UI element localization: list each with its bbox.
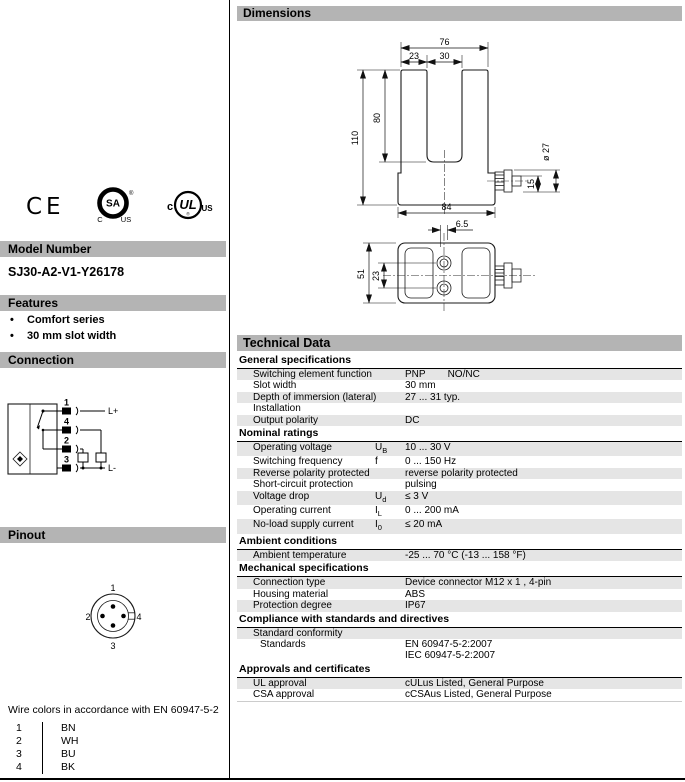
wire-pin-number: 2 (16, 735, 22, 747)
spec-label: Standard conformity (253, 627, 343, 639)
spec-row (237, 639, 682, 662)
ce-mark: CE (26, 194, 65, 220)
wire-colors-table (16, 722, 79, 774)
wire-color-row (16, 748, 79, 761)
spec-value (405, 639, 682, 662)
ul-us-label: US (201, 204, 213, 213)
dim-connector-diameter: ø 27 (541, 142, 551, 162)
spec-row (237, 380, 682, 391)
bullet-icon: • (10, 330, 14, 342)
spec-row (237, 689, 682, 700)
spec-symbol: $I_L$ (375, 505, 382, 519)
dim-connector-length: 15 (526, 178, 536, 190)
sensor-symbol (8, 404, 57, 474)
spec-value: -25 ... 70 °C (-13 ... 158 °F) (405, 549, 526, 561)
spec-row (237, 479, 682, 490)
spec-value: 10 ... 30 V (405, 442, 451, 454)
dim-overall-height: 110 (350, 130, 360, 146)
spec-label: Housing material (253, 588, 329, 600)
spec-row (237, 678, 682, 689)
model-number-header-label: Model Number (8, 242, 92, 256)
spec-value: 0 ... 200 mA (405, 505, 459, 517)
dim-arm-width: 23 (408, 51, 420, 61)
spec-value: ABS (405, 588, 426, 600)
dimensions-header-label: Dimensions (243, 6, 312, 20)
spec-group-header: Nominal ratings (237, 426, 682, 442)
dim-overall-width: 76 (439, 37, 450, 47)
wire-color-code: BK (42, 761, 75, 774)
wire-pin-number: 1 (16, 722, 22, 734)
spec-value: reverse polarity protected (405, 467, 518, 479)
spec-value: cULus Listed, General Purpose (405, 677, 544, 689)
spec-value: 30 mm (405, 380, 436, 392)
spec-value-line: EN 60947-5-2:2007 (405, 638, 493, 650)
bullet-icon: • (10, 314, 14, 326)
ul-label: UL (179, 197, 197, 212)
column-divider (229, 0, 230, 779)
pinout-pin-4-label: 4 (136, 612, 142, 622)
dim-side-height: 51 (356, 268, 366, 280)
spec-label: Switching element function (253, 369, 372, 380)
wire-color-row (16, 735, 79, 748)
terminal-4-number: 4 (63, 416, 70, 427)
spec-value: PNP NO/NC (405, 369, 480, 380)
spec-row (237, 468, 682, 479)
spec-row (237, 505, 682, 519)
spec-label: Protection degree (253, 600, 332, 612)
dimensions-drawing (237, 26, 682, 331)
spec-label: Ambient temperature (253, 549, 347, 561)
csa-us-label: US (120, 215, 132, 224)
wire-pin-number: 4 (16, 761, 22, 773)
pin-dot (100, 614, 105, 619)
model-number-value: SJ30-A2-V1-Y26178 (8, 265, 125, 279)
spec-value-line: IEC 60947-5-2:2007 (405, 650, 496, 662)
spec-value: cCSAus Listed, General Purpose (405, 689, 552, 701)
spec-row (237, 392, 682, 403)
supply-minus-label: L- (108, 463, 117, 473)
spec-value: ≤ 20 mA (405, 519, 443, 531)
csa-sa-label: SA (106, 198, 120, 210)
pinout-pin-3-label: 3 (110, 641, 116, 651)
spec-symbol: $U_d$ (375, 490, 387, 504)
certification-logos (16, 182, 228, 230)
spec-label: CSA approval (253, 689, 315, 701)
spec-row (237, 456, 682, 467)
feature-item-label: 30 mm slot width (27, 330, 117, 342)
right-column (237, 0, 682, 782)
spec-value: 27 ... 31 typ. (405, 391, 461, 403)
pinout-header (0, 527, 226, 543)
spec-row (237, 550, 682, 561)
spec-group-header: Ambient conditions (237, 534, 682, 550)
spec-label: UL approval (253, 677, 307, 689)
spec-label: Short-circuit protection (253, 479, 354, 491)
pinout-diagram (60, 575, 170, 660)
optic-diamond-core-icon (17, 456, 23, 462)
pinout-header-label: Pinout (8, 528, 46, 542)
pin-dot (111, 604, 116, 609)
features-header (0, 295, 226, 311)
terminal-4 (57, 417, 78, 435)
fork-body-outline (398, 70, 495, 205)
spec-row (237, 600, 682, 611)
terminal-3 (57, 455, 78, 473)
spec-row (237, 589, 682, 600)
technical-data-table (237, 353, 682, 702)
spec-label: Depth of immersion (lateral) (253, 391, 377, 403)
dim-hole-spacing: 23 (371, 270, 381, 282)
spec-label: Installation (253, 403, 301, 415)
dim-slot-depth: 80 (372, 112, 382, 124)
wire-color-code: BN (42, 722, 76, 735)
pin-dot (121, 614, 126, 619)
technical-data-header-label: Technical Data (243, 336, 331, 350)
feature-item (8, 312, 116, 328)
features-header-label: Features (8, 296, 59, 310)
dim-slot-width: 30 (439, 51, 450, 61)
spec-label: Voltage drop (253, 490, 310, 502)
spec-value: Device connector M12 x 1 , 4-pin (405, 577, 552, 589)
side-body-outline (398, 243, 495, 303)
load-resistor-icon (96, 453, 106, 462)
spec-row (237, 519, 682, 533)
pinout-pin-2-label: 2 (85, 612, 91, 622)
spec-group-header: Approvals and certificates (237, 662, 682, 678)
terminal-3-number: 3 (63, 454, 70, 465)
terminal-1 (57, 398, 78, 416)
spec-value: IP67 (405, 600, 426, 612)
wire-colors-note: Wire colors in accordance with EN 60947-5-2 (8, 704, 219, 716)
wire-pin-number: 3 (16, 748, 22, 760)
spec-row (237, 577, 682, 588)
terminal-1-number: 1 (63, 397, 70, 408)
dim-base-width: 84 (441, 202, 452, 212)
wire-color-row (16, 722, 79, 735)
spec-row (237, 491, 682, 505)
spec-group-header: Mechanical specifications (237, 561, 682, 577)
wire-color-row (16, 761, 79, 774)
connection-header-label: Connection (8, 353, 74, 367)
switch-symbol (37, 410, 58, 450)
ul-c-label: c (166, 201, 174, 213)
spec-label: Reverse polarity protected (253, 467, 370, 479)
spec-label: Standards (260, 638, 306, 650)
spec-label: Connection type (253, 577, 326, 589)
spec-row (237, 403, 682, 414)
spec-group-header: General specifications (237, 353, 682, 369)
spec-value: ≤ 3 V (405, 490, 429, 502)
terminal-2 (57, 436, 78, 454)
spec-label: Operating current (253, 505, 331, 517)
terminal-2-number: 2 (63, 435, 70, 446)
feature-item-label: Comfort series (27, 314, 105, 326)
feature-item (8, 328, 116, 344)
load-resistor-icon (78, 453, 88, 462)
spec-group-header: Compliance with standards and directives (237, 612, 682, 628)
spec-value: 0 ... 150 Hz (405, 456, 457, 468)
spec-symbol: f (375, 456, 378, 468)
spec-row (237, 442, 682, 456)
spec-value-secondary: NO/NC (447, 369, 480, 380)
ul-mark (167, 192, 213, 218)
csa-registered-icon: ® (129, 191, 134, 197)
spec-label: Switching frequency (253, 456, 343, 468)
dim-hole-offset: 6.5 (455, 219, 469, 229)
pin-dot (111, 623, 116, 628)
pinout-pin-1-label: 1 (110, 583, 116, 593)
supply-plus-label: L+ (108, 406, 119, 416)
spec-symbol: $I_0$ (375, 519, 382, 533)
side-dimensions (356, 219, 473, 303)
spec-label: Slot width (253, 380, 297, 392)
front-view (350, 37, 560, 218)
external-wiring (78, 406, 118, 473)
dimensions-header (237, 6, 682, 21)
features-list (8, 312, 116, 344)
spec-label: No-load supply current (253, 519, 354, 531)
wire-color-code: BU (42, 748, 76, 761)
front-dimensions (350, 37, 560, 218)
side-view (356, 219, 535, 313)
spec-label: Output polarity (253, 414, 319, 426)
technical-data-header (237, 335, 682, 351)
terminals (57, 398, 78, 473)
spec-symbol: $U_B$ (375, 442, 388, 456)
csa-c-label: C (97, 215, 103, 224)
spec-row (237, 369, 682, 380)
spec-label: Operating voltage (253, 442, 332, 454)
csa-mark (97, 190, 134, 225)
page-bottom-rule (0, 778, 685, 780)
ul-registered-icon: ® (186, 211, 190, 217)
wire-color-code: WH (42, 735, 79, 748)
spec-value: pulsing (405, 479, 437, 491)
connection-header (0, 352, 226, 368)
spec-row (237, 415, 682, 426)
spec-value: DC (405, 414, 420, 426)
connection-diagram (5, 396, 135, 484)
spec-row (237, 628, 682, 639)
model-number-header (0, 241, 226, 257)
